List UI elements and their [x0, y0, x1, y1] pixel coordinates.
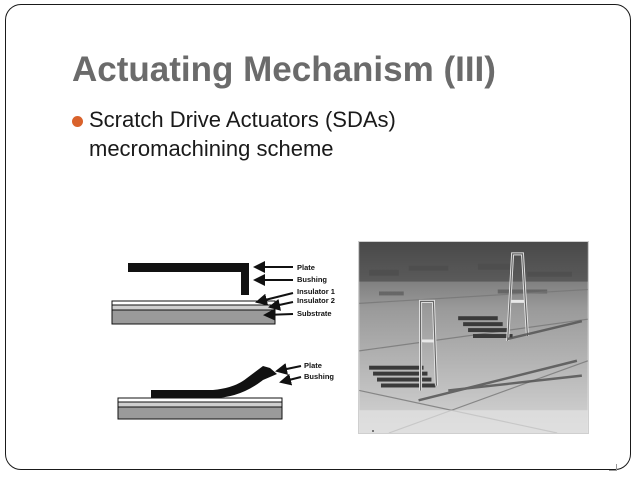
- sda-actuated-state: [118, 361, 334, 419]
- substrate-stack-bottom-base: [118, 407, 282, 419]
- sda-micrograph-image: [358, 241, 589, 434]
- sda-rest-state: [112, 263, 335, 324]
- insulator-1-layer: [112, 301, 275, 305]
- substrate-stack-bottom-mid: [118, 402, 282, 407]
- bent-plate-shape: [151, 366, 277, 398]
- stray-mark: [372, 430, 374, 432]
- insulator-2-layer: [112, 305, 275, 310]
- arrow-plate-bottom: [277, 366, 301, 371]
- bullet-text-line-2: mecromachining scheme: [89, 136, 334, 161]
- substrate-stack-bottom-top: [118, 398, 282, 402]
- label-substrate: Substrate: [297, 309, 332, 318]
- slide-title: Actuating Mechanism (III): [72, 50, 496, 89]
- arrow-bushing-bottom: [281, 377, 301, 382]
- label-plate: Plate: [297, 263, 315, 272]
- slide-corner-marker: [609, 464, 617, 471]
- substrate-layer: [112, 310, 275, 324]
- label-bushing: Bushing: [297, 275, 327, 284]
- plate-shape: [128, 263, 248, 272]
- sda-schematic-diagram: [105, 250, 350, 430]
- label-plate-bottom: Plate: [304, 361, 322, 370]
- label-bushing-bottom: Bushing: [304, 372, 334, 381]
- label-insulator-1: Insulator 1: [297, 287, 335, 296]
- arrow-substrate: [265, 314, 293, 315]
- bullet-marker: [72, 116, 83, 127]
- label-insulator-2: Insulator 2: [297, 296, 335, 305]
- bullet-text-line-1: Scratch Drive Actuators (SDAs): [89, 107, 396, 132]
- bushing-shape: [241, 263, 249, 295]
